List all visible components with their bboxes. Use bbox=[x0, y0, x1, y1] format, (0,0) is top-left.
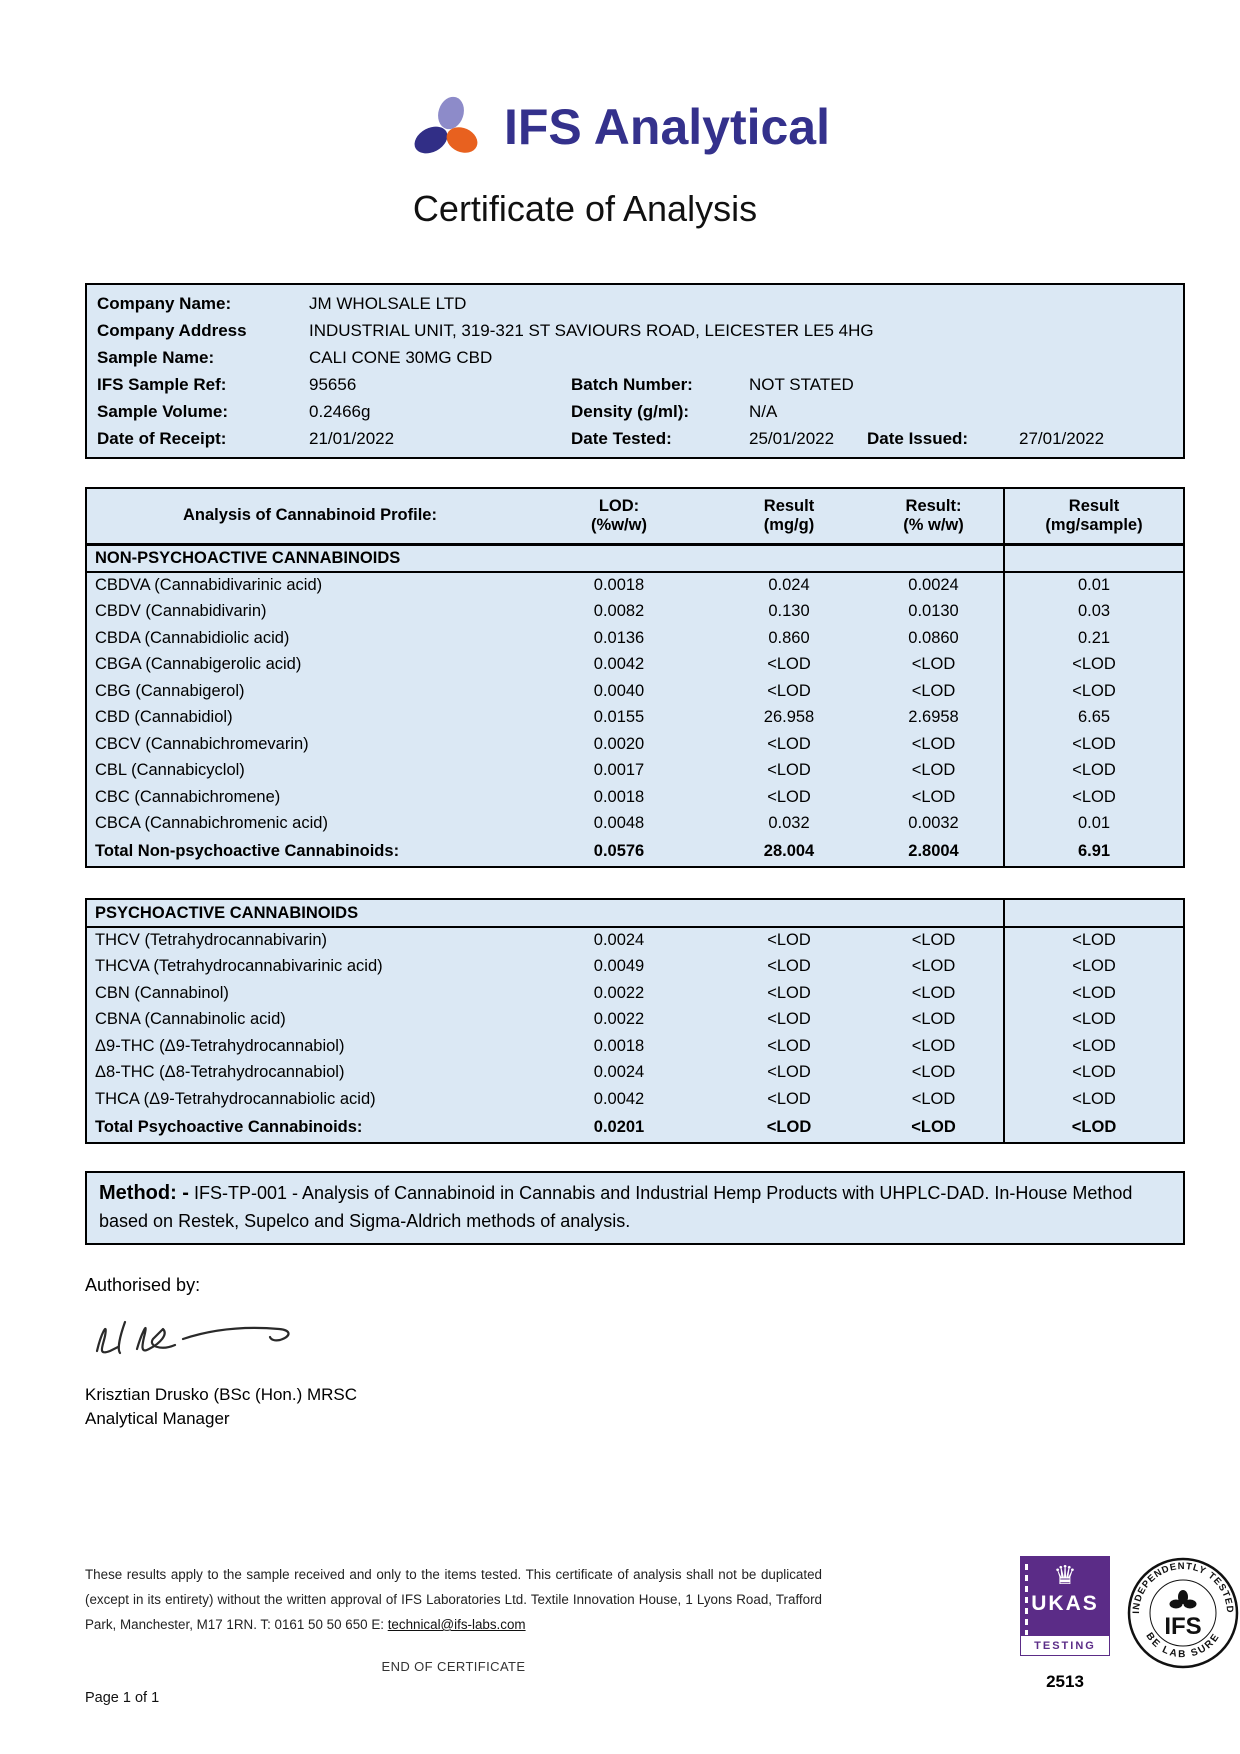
result-value: <LOD bbox=[1004, 954, 1184, 981]
info-row-sample-volume bbox=[97, 398, 1183, 425]
field-label: Date Issued: bbox=[867, 428, 969, 448]
ukas-logo bbox=[1020, 1556, 1110, 1656]
table-row bbox=[86, 758, 1184, 785]
result-value: <LOD bbox=[911, 931, 956, 950]
result-value: 0.0018 bbox=[593, 576, 645, 595]
result-value: <LOD bbox=[767, 734, 811, 753]
table-row bbox=[86, 731, 1184, 758]
result-value: <LOD bbox=[767, 681, 811, 700]
result-value: <LOD bbox=[911, 655, 956, 674]
result-value: 0.01 bbox=[1004, 811, 1184, 838]
table-row bbox=[86, 954, 1184, 981]
section-header: PSYCHOACTIVE CANNABINOIDS bbox=[95, 903, 359, 922]
result-value: <LOD bbox=[1004, 784, 1184, 811]
table-row bbox=[86, 1033, 1184, 1060]
result-value: <LOD bbox=[1004, 980, 1184, 1007]
method-box bbox=[85, 1171, 1185, 1245]
result-value: 0.0155 bbox=[593, 708, 645, 727]
result-value: 0.0048 bbox=[593, 814, 645, 833]
result-value: <LOD bbox=[767, 761, 811, 780]
field-label: Date of Receipt: bbox=[97, 428, 227, 448]
ukas-accreditation-number: 2513 bbox=[1046, 1672, 1084, 1691]
analyte-name: CBD (Cannabidiol) bbox=[95, 708, 233, 727]
result-value: 0.130 bbox=[768, 602, 810, 621]
field-label: Sample Name: bbox=[97, 347, 215, 367]
ifs-logo-icon bbox=[410, 93, 488, 161]
result-value: 28.004 bbox=[763, 842, 815, 860]
result-value: 0.0022 bbox=[593, 983, 645, 1002]
ukas-mark bbox=[1020, 1556, 1110, 1692]
analyte-name: Total Non-psychoactive Cannabinoids: bbox=[95, 842, 400, 860]
result-value: <LOD bbox=[767, 931, 811, 950]
result-value: <LOD bbox=[911, 983, 956, 1002]
result-value: <LOD bbox=[767, 655, 811, 674]
result-value: 0.032 bbox=[768, 814, 810, 833]
result-value: 0.0136 bbox=[593, 628, 645, 647]
analyte-name: CBDV (Cannabidivarin) bbox=[95, 602, 267, 621]
result-value: <LOD bbox=[767, 787, 811, 806]
analyte-name: CBC (Cannabichromene) bbox=[95, 787, 281, 806]
psychoactive-rows bbox=[86, 927, 1184, 1143]
result-value: 0.860 bbox=[768, 628, 810, 647]
field-value: 27/01/2022 bbox=[1019, 428, 1105, 448]
result-value: <LOD bbox=[1004, 652, 1184, 679]
crown-icon: ♛ bbox=[1053, 1560, 1077, 1590]
col-header-mg-sample: Result (mg/sample) bbox=[1004, 488, 1184, 544]
result-value: <LOD bbox=[1004, 758, 1184, 785]
result-value: <LOD bbox=[767, 957, 811, 976]
result-value: 0.0049 bbox=[593, 957, 645, 976]
result-value: 0.024 bbox=[768, 576, 810, 595]
field-label: Date Tested: bbox=[571, 428, 672, 448]
field-value: JM WHOLSALE LTD bbox=[309, 293, 467, 313]
field-label: Sample Volume: bbox=[97, 401, 228, 421]
col-header-pct-ww: Result: (% w/w) bbox=[903, 496, 964, 534]
authorised-by-label: Authorised by: bbox=[85, 1274, 201, 1295]
result-value: 0.01 bbox=[1004, 572, 1184, 599]
field-label: Density (g/ml): bbox=[571, 401, 690, 421]
result-value: 26.958 bbox=[763, 708, 815, 727]
table-row bbox=[86, 1060, 1184, 1087]
ifs-certification-stamp bbox=[1126, 1556, 1240, 1670]
info-row-company-name bbox=[97, 290, 1183, 317]
field-value: 25/01/2022 bbox=[749, 428, 835, 448]
result-value: 0.0201 bbox=[593, 1117, 645, 1136]
info-row-sample-name bbox=[97, 344, 1183, 371]
result-value: 6.91 bbox=[1004, 837, 1184, 867]
result-value: <LOD bbox=[1004, 731, 1184, 758]
result-value: <LOD bbox=[911, 1089, 956, 1108]
analyte-name: Δ9-THC (Δ9-Tetrahydrocannabiol) bbox=[95, 1036, 345, 1055]
total-row bbox=[86, 837, 1184, 867]
result-value: 0.21 bbox=[1004, 625, 1184, 652]
result-value: <LOD bbox=[911, 681, 956, 700]
sample-info-table bbox=[85, 283, 1185, 459]
result-value: <LOD bbox=[911, 734, 956, 753]
info-row-dates bbox=[97, 425, 1183, 452]
analyte-name: CBG (Cannabigerol) bbox=[95, 681, 245, 700]
result-value: 0.0024 bbox=[593, 1063, 645, 1082]
result-value: <LOD bbox=[766, 1117, 812, 1136]
page-number: Page 1 of 1 bbox=[85, 1690, 160, 1706]
stamp-top-text: INDEPENDENTLY TESTED bbox=[1130, 1560, 1236, 1615]
result-value: <LOD bbox=[767, 1063, 811, 1082]
ukas-testing-label: TESTING bbox=[1020, 1635, 1110, 1656]
result-value: 2.6958 bbox=[908, 708, 959, 727]
field-value: INDUSTRIAL UNIT, 319-321 ST SAVIOURS ROAD, LEICESTER LE5 4HG bbox=[309, 320, 874, 340]
result-value: 0.0024 bbox=[908, 576, 959, 595]
info-row-sample-ref bbox=[97, 371, 1183, 398]
psychoactive-table bbox=[85, 898, 1185, 1144]
result-value: <LOD bbox=[1004, 1007, 1184, 1034]
analyte-name: CBDA (Cannabidiolic acid) bbox=[95, 628, 290, 647]
table-row bbox=[86, 705, 1184, 732]
result-value: 0.0020 bbox=[593, 734, 645, 753]
col-header-mg-g: Result (mg/g) bbox=[763, 496, 815, 534]
table-row bbox=[86, 652, 1184, 679]
table-title: Analysis of Cannabinoid Profile: bbox=[183, 506, 437, 525]
signature-image bbox=[87, 1306, 307, 1364]
analyte-name: Total Psychoactive Cannabinoids: bbox=[95, 1117, 363, 1136]
page-title: Certificate of Analysis bbox=[412, 188, 758, 229]
disclaimer-text: These results apply to the sample received and only to the items tested. This certificate of analysis shall not be duplicated (except in its entirety) without the written approval of IFS Laboratories Ltd. Textile Innovation House, 1 Lyons Road, Trafford Park, Manchester, M17 1RN. T: 0161 50 50 650 E: technical@ifs-labs.com bbox=[85, 1567, 822, 1632]
analyte-name: CBN (Cannabinol) bbox=[95, 983, 229, 1002]
authorisation-block bbox=[85, 1275, 1185, 1429]
field-value: 95656 bbox=[309, 374, 357, 394]
result-value: 0.0017 bbox=[593, 761, 645, 780]
table-row bbox=[86, 599, 1184, 626]
cannabinoid-profile-table bbox=[85, 487, 1185, 868]
footer-logos bbox=[1020, 1556, 1240, 1692]
section-header-row bbox=[86, 899, 1184, 927]
field-label: IFS Sample Ref: bbox=[97, 374, 227, 394]
table-row bbox=[86, 1086, 1184, 1113]
field-value: 0.2466g bbox=[309, 401, 371, 421]
result-value: 0.0022 bbox=[593, 1010, 645, 1029]
section-header: NON-PSYCHOACTIVE CANNABINOIDS bbox=[95, 548, 401, 567]
non-psychoactive-rows bbox=[86, 572, 1184, 867]
result-value: 6.65 bbox=[1004, 705, 1184, 732]
result-value: 0.0018 bbox=[593, 787, 645, 806]
analyte-name: Δ8-THC (Δ8-Tetrahydrocannabiol) bbox=[95, 1063, 345, 1082]
result-value: <LOD bbox=[911, 761, 956, 780]
method-text: IFS-TP-001 - Analysis of Cannabinoid in Cannabis and Industrial Hemp Products with UHPLC-DAD. In-House Method based on Restek, Supelco and Sigma-Aldrich methods of analysis. bbox=[99, 1182, 1133, 1231]
result-value: 0.0576 bbox=[593, 842, 645, 860]
table-row bbox=[86, 784, 1184, 811]
authorised-role: Analytical Manager bbox=[85, 1408, 230, 1428]
result-value: <LOD bbox=[1004, 1086, 1184, 1113]
result-value: <LOD bbox=[911, 1010, 956, 1029]
field-value: NOT STATED bbox=[749, 374, 854, 394]
analyte-name: CBGA (Cannabigerolic acid) bbox=[95, 655, 302, 674]
field-label: Company Address bbox=[97, 320, 247, 340]
result-value: 0.0082 bbox=[593, 602, 645, 621]
section-header-row bbox=[86, 544, 1184, 572]
ukas-ticks-icon bbox=[1025, 1564, 1028, 1636]
email-link[interactable]: technical@ifs-labs.com bbox=[387, 1617, 526, 1632]
analyte-name: CBNA (Cannabinolic acid) bbox=[95, 1010, 286, 1029]
footer-text-block bbox=[85, 1556, 822, 1706]
table-row bbox=[86, 980, 1184, 1007]
analyte-name: CBL (Cannabicyclol) bbox=[95, 761, 245, 780]
result-value: <LOD bbox=[1004, 678, 1184, 705]
col-header-lod: LOD: (%w/w) bbox=[591, 496, 647, 534]
result-value: <LOD bbox=[911, 1036, 956, 1055]
result-value: 0.0130 bbox=[908, 602, 959, 621]
brand-name: IFS Analytical bbox=[503, 99, 831, 155]
result-value: 0.0040 bbox=[593, 681, 645, 700]
result-value: <LOD bbox=[1004, 927, 1184, 954]
result-value: <LOD bbox=[1004, 1113, 1184, 1143]
analyte-name: THCV (Tetrahydrocannabivarin) bbox=[95, 931, 328, 950]
field-label: Batch Number: bbox=[571, 374, 693, 394]
table-row bbox=[86, 678, 1184, 705]
analyte-name: THCA (Δ9-Tetrahydrocannabiolic acid) bbox=[95, 1089, 376, 1108]
result-value: 0.0024 bbox=[593, 931, 645, 950]
total-row bbox=[86, 1113, 1184, 1143]
result-value: <LOD bbox=[767, 1010, 811, 1029]
result-value: <LOD bbox=[911, 1117, 956, 1136]
column-header-row bbox=[86, 488, 1184, 544]
result-value: 0.0042 bbox=[593, 655, 645, 674]
result-value: 0.0018 bbox=[593, 1036, 645, 1055]
result-value: <LOD bbox=[911, 1063, 956, 1082]
field-value: N/A bbox=[749, 401, 778, 421]
result-value: <LOD bbox=[1004, 1060, 1184, 1087]
result-value: 0.0042 bbox=[593, 1089, 645, 1108]
result-value: <LOD bbox=[767, 1036, 811, 1055]
end-of-certificate-label: END OF CERTIFICATE bbox=[381, 1659, 526, 1674]
table-row bbox=[86, 1007, 1184, 1034]
analyte-name: CBDVA (Cannabidivarinic acid) bbox=[95, 576, 323, 595]
result-value: <LOD bbox=[767, 1089, 811, 1108]
result-value: 2.8004 bbox=[908, 842, 959, 860]
table-row bbox=[86, 927, 1184, 954]
method-label: Method: - bbox=[99, 1181, 189, 1204]
table-row bbox=[86, 625, 1184, 652]
result-value: <LOD bbox=[911, 957, 956, 976]
result-value: <LOD bbox=[1004, 1033, 1184, 1060]
authorised-name: Krisztian Drusko (BSc (Hon.) MRSC bbox=[85, 1384, 358, 1404]
analyte-name: CBCV (Cannabichromevarin) bbox=[95, 734, 309, 753]
stamp-center-text: IFS bbox=[1164, 1613, 1202, 1640]
field-label: Company Name: bbox=[97, 293, 232, 313]
stamp-bottom-text: BE LAB SURE bbox=[1143, 1630, 1223, 1661]
result-value: 0.03 bbox=[1004, 599, 1184, 626]
field-value: 21/01/2022 bbox=[309, 428, 395, 448]
result-value: 0.0860 bbox=[908, 628, 959, 647]
result-value: 0.0032 bbox=[908, 814, 959, 833]
analyte-name: CBCA (Cannabichromenic acid) bbox=[95, 814, 328, 833]
result-value: <LOD bbox=[911, 787, 956, 806]
result-value: <LOD bbox=[767, 983, 811, 1002]
ukas-label: UKAS bbox=[1031, 1592, 1099, 1615]
brand-header bbox=[85, 92, 1185, 162]
analyte-name: THCVA (Tetrahydrocannabivarinic acid) bbox=[95, 957, 383, 976]
table-row bbox=[86, 811, 1184, 838]
info-row-company-address bbox=[97, 317, 1183, 344]
table-row bbox=[86, 572, 1184, 599]
field-value: CALI CONE 30MG CBD bbox=[309, 347, 493, 367]
footer bbox=[85, 1556, 1240, 1706]
